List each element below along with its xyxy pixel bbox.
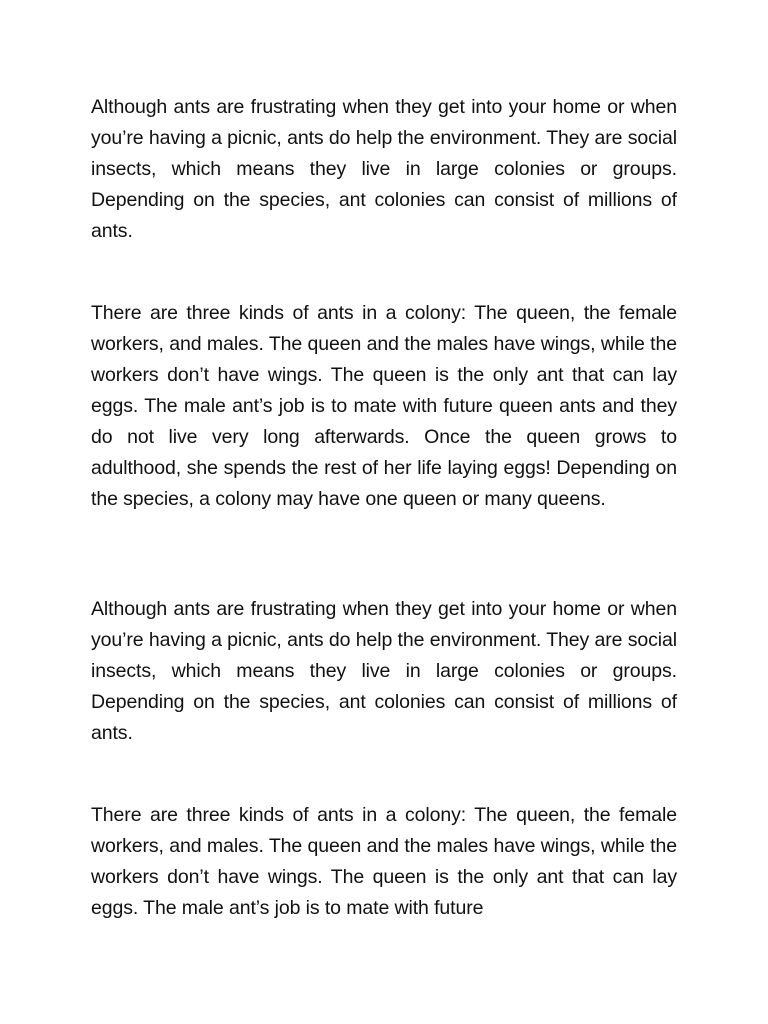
paragraph-ants-environment: Although ants are frustrating when they get into your home or when you’re having a picnic, ants do help the environment. They are social insects, which means they live in large colonies or groups. Depending on the species, ant colonies can consist of millions of ants. <box>91 96 677 242</box>
paragraph-ant-kinds: There are three kinds of ants in a colony: The queen, the female workers, and males. The queen and the males have wings, while the workers don’t have wings. The queen is the only ant that can lay eggs. The male ant’s job is to mate with future queen ants and they do not live very long afterwards. Once the queen grows to adulthood, she spends the rest of her life laying eggs! Depending on the species, a colony may have one queen or many queens. <box>91 302 677 510</box>
paragraph-ant-kinds-repeat: There are three kinds of ants in a colony: The queen, the female workers, and males. The queen and the males have wings, while the workers don’t have wings. The queen is the only ant that can lay eggs. The male ant’s job is to mate with future <box>91 804 677 919</box>
paragraph-ants-environment-repeat: Although ants are frustrating when they get into your home or when you’re having a picnic, ants do help the environment. They are social insects, which means they live in large colonies or groups. Depending on the species, ant colonies can consist of millions of ants. <box>91 598 677 744</box>
